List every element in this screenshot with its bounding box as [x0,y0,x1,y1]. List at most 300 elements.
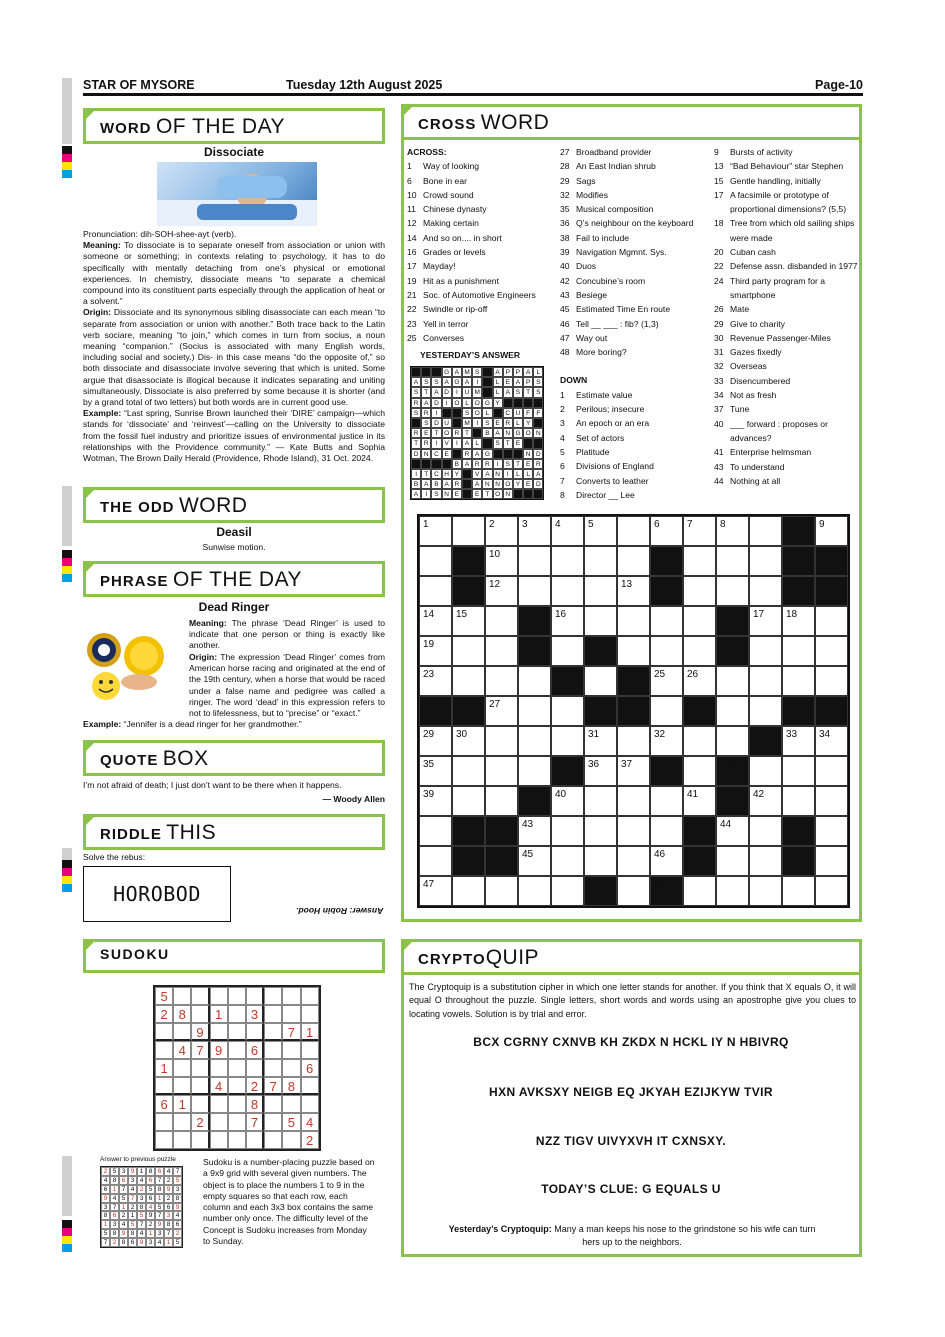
answer-cell: G [482,449,492,459]
crossword-cell[interactable] [518,546,551,576]
sudoku-cell[interactable] [191,987,209,1005]
answer-cell [442,459,452,469]
sudoku-cell[interactable] [191,1005,209,1023]
sudoku-cell[interactable]: 2 [246,1077,264,1095]
answer-cell: B [431,479,441,489]
crossword-cell[interactable] [452,666,485,696]
sudoku-cell[interactable] [210,1023,228,1041]
sudoku-cell[interactable] [210,1059,228,1077]
crossword-cell[interactable] [419,636,452,666]
crossword-cell[interactable] [815,666,848,696]
crossword-cell[interactable] [518,726,551,756]
answer-cell: A [431,387,441,397]
crossword-cell[interactable] [518,816,551,846]
crossword-cell[interactable] [683,786,716,816]
crossword-cell[interactable] [518,876,551,906]
crossword-cell[interactable] [584,546,617,576]
answer-cell: O [503,479,513,489]
crossword-clue: 22 Swindle or rip-off [407,304,488,315]
clue-number: 12 [489,579,501,590]
clue-number: 21 [588,639,600,650]
crossword-block [551,756,584,786]
sudoku-cell[interactable]: 8 [246,1095,264,1113]
crossword-clue: 11 Chinese dynasty [407,204,487,215]
crossword-cell[interactable] [518,696,551,726]
sudoku-cell[interactable] [228,1113,246,1131]
answer-cell: L [472,438,482,448]
crossword-cell[interactable] [551,576,584,606]
sudoku-cell[interactable] [282,1005,300,1023]
crossword-cell[interactable] [683,576,716,606]
sudoku-cell[interactable] [155,1077,173,1095]
crossword-cell[interactable] [815,816,848,846]
sudoku-cell[interactable]: 2 [301,1131,319,1149]
crossword-cell[interactable] [617,726,650,756]
crossword-cell[interactable] [650,606,683,636]
crossword-clue: 18 Tree from which old sailing ships were made [714,218,855,243]
crossword-cell[interactable] [485,606,518,636]
crossword-cell[interactable] [782,756,815,786]
crossword-cell[interactable] [419,666,452,696]
answer-cell: A [472,479,482,489]
sudoku-cell[interactable] [228,1005,246,1023]
crossword-cell[interactable] [551,726,584,756]
sudoku-answer-cell: 4 [173,1211,182,1220]
crossword-cell[interactable] [518,516,551,546]
crossword-cell[interactable] [551,786,584,816]
crossword-cell[interactable] [617,516,650,546]
crossword-cell[interactable] [551,636,584,666]
crossword-cell[interactable] [584,756,617,786]
crossword-block [617,666,650,696]
answer-cell: S [533,377,543,387]
crossword-cell[interactable] [749,816,782,846]
sudoku-cell[interactable] [210,1131,228,1149]
crossword-cell[interactable] [551,516,584,546]
sudoku-answer-cell: 3 [155,1229,164,1238]
sudoku-cell[interactable] [301,1095,319,1113]
clue-number: 30 [456,729,468,740]
sudoku-cell[interactable]: 6 [301,1059,319,1077]
answer-cell [533,489,543,499]
crossword-cell[interactable] [782,876,815,906]
crossword-cell[interactable] [617,636,650,666]
sudoku-cell[interactable] [228,1059,246,1077]
sudoku-cell[interactable] [264,1095,282,1113]
answer-cell: D [533,449,543,459]
crossword-cell[interactable] [683,606,716,636]
answer-cell: C [431,469,441,479]
answer-cell [411,418,421,428]
answer-cell: R [421,438,431,448]
crossword-cell[interactable] [452,756,485,786]
crossword-cell[interactable] [485,666,518,696]
sudoku-cell[interactable]: 7 [282,1023,300,1041]
crossword-cell[interactable] [617,816,650,846]
sudoku-answer-cell: 2 [110,1238,119,1247]
crossword-block [650,546,683,576]
odd-word-header: THE ODD WORD [83,487,385,523]
crossword-cell[interactable] [683,876,716,906]
quote-author: — Woody Allen [322,794,385,804]
sudoku-cell[interactable]: 1 [173,1095,191,1113]
clue-number: 17 [753,609,765,620]
sudoku-grid[interactable] [153,985,321,1151]
crossword-block [683,696,716,726]
crossword-cell[interactable] [485,576,518,606]
sudoku-cell[interactable] [282,1041,300,1059]
sudoku-cell[interactable] [173,987,191,1005]
sudoku-answer-cell: 3 [137,1194,146,1203]
clue-number: 27 [489,699,501,710]
crossword-cell[interactable] [749,576,782,606]
crossword-cell[interactable] [485,636,518,666]
answer-cell: R [452,479,462,489]
sudoku-cell[interactable] [191,1131,209,1149]
sudoku-cell[interactable]: 2 [155,1005,173,1023]
crossword-clue: 8 Director __ Lee [560,489,635,500]
sudoku-cell[interactable] [246,1023,264,1041]
crossword-cell[interactable] [782,726,815,756]
crossword-cell[interactable] [650,666,683,696]
sudoku-cell[interactable]: 4 [173,1041,191,1059]
crossword-cell[interactable] [551,546,584,576]
crossword-cell[interactable] [617,786,650,816]
crossword-cell[interactable] [419,576,452,606]
crossword-cell[interactable] [749,696,782,726]
crossword-cell[interactable] [815,846,848,876]
crossword-cell[interactable] [617,846,650,876]
paper-name: STAR OF MYSORE [83,78,195,92]
crossword-cell[interactable] [617,546,650,576]
sudoku-cell[interactable] [301,1041,319,1059]
sudoku-cell[interactable] [264,1131,282,1149]
sudoku-cell[interactable] [264,1023,282,1041]
crossword-cell[interactable] [584,666,617,696]
sudoku-cell[interactable] [173,1023,191,1041]
crossword-cell[interactable] [716,876,749,906]
sudoku-cell[interactable] [264,1041,282,1059]
clue-number: 36 [588,759,600,770]
sudoku-answer-cell: 1 [155,1194,164,1203]
sudoku-cell[interactable]: 6 [246,1041,264,1059]
clue-number: 4 [555,519,561,530]
crossword-cell[interactable] [782,636,815,666]
crossword-cell[interactable] [419,516,452,546]
sudoku-cell[interactable] [282,987,300,1005]
crossword-cell[interactable] [749,546,782,576]
crossword-cell[interactable] [749,666,782,696]
crossword-cell[interactable] [650,786,683,816]
sudoku-cell[interactable] [282,1095,300,1113]
cryptoquip-line-3: NZZ TIGV UIVYXVH IT CXNSXY. [535,1134,727,1148]
crossword-cell[interactable] [749,606,782,636]
sudoku-cell[interactable] [191,1059,209,1077]
crossword-cell[interactable] [716,726,749,756]
crossword-clue: 7 Converts to leather [560,475,649,486]
sudoku-cell[interactable]: 4 [301,1113,319,1131]
crossword-cell[interactable] [419,756,452,786]
crossword-clue: 22 Defense assn. disbanded in 1977 [714,261,858,272]
crossword-cell[interactable] [716,846,749,876]
sudoku-answer-cell: 1 [110,1185,119,1194]
crossword-cell[interactable] [815,786,848,816]
sudoku-cell[interactable] [246,1131,264,1149]
crossword-cell[interactable] [650,516,683,546]
sudoku-answer-cell: 8 [173,1194,182,1203]
sudoku-cell[interactable]: 6 [155,1095,173,1113]
sudoku-cell[interactable] [301,987,319,1005]
crossword-clue: 27 Broadband provider [560,147,652,157]
crossword-cell[interactable] [485,696,518,726]
sudoku-answer-cell: 9 [137,1238,146,1247]
crossword-clue: 4 Set of actors [560,432,625,443]
crossword-cell[interactable] [551,696,584,726]
crossword-cell[interactable] [452,636,485,666]
crossword-cell[interactable] [716,516,749,546]
sudoku-cell[interactable] [264,1059,282,1077]
crossword-cell[interactable] [551,846,584,876]
sudoku-answer-cell: 4 [137,1176,146,1185]
crossword-cell[interactable] [452,876,485,906]
crossword-cell[interactable] [815,756,848,786]
crossword-clue: 41 Enterprise helmsman [714,447,812,458]
sudoku-cell[interactable] [210,1113,228,1131]
crossword-cell[interactable] [815,606,848,636]
sudoku-cell[interactable] [228,1095,246,1113]
crossword-cell[interactable] [419,606,452,636]
sudoku-cell[interactable] [301,1005,319,1023]
crossword-clue: 12 Making certain [407,218,479,229]
crossword-cell[interactable] [584,606,617,636]
sudoku-cell[interactable] [264,1005,282,1023]
crossword-cell[interactable] [683,726,716,756]
sudoku-cell[interactable] [210,1095,228,1113]
sudoku-cell[interactable] [246,987,264,1005]
sudoku-cell[interactable] [246,1059,264,1077]
answer-cell: S [462,408,472,418]
crossword-cell[interactable] [650,636,683,666]
answer-cell [533,438,543,448]
sudoku-cell[interactable]: 8 [282,1077,300,1095]
sudoku-answer-cell: 8 [101,1211,110,1220]
crossword-clue: 3 An epoch or an era [560,418,650,429]
crossword-cell[interactable] [551,876,584,906]
crossword-cell[interactable] [551,816,584,846]
sudoku-cell[interactable] [191,1077,209,1095]
answer-cell: I [472,377,482,387]
crossword-cell[interactable] [518,846,551,876]
sudoku-cell[interactable]: 5 [282,1113,300,1131]
sudoku-cell[interactable] [228,1131,246,1149]
crossword-cell[interactable] [683,516,716,546]
sudoku-cell[interactable]: 7 [246,1113,264,1131]
crossword-cell[interactable] [815,876,848,906]
sudoku-cell[interactable]: 5 [155,987,173,1005]
sudoku-cell[interactable]: 4 [210,1077,228,1095]
crossword-cell[interactable] [419,876,452,906]
crossword-cell[interactable] [419,546,452,576]
crossword-cell[interactable] [419,846,452,876]
crossword-clue: 6 Bone in ear [407,175,467,186]
sudoku-cell[interactable] [173,1059,191,1077]
sudoku-cell[interactable] [191,1095,209,1113]
crossword-cell[interactable] [419,816,452,846]
sudoku-cell[interactable] [282,1059,300,1077]
answer-cell: R [411,398,421,408]
sudoku-cell[interactable] [228,1023,246,1041]
answer-cell: A [493,367,503,377]
crossword-cell[interactable] [683,666,716,696]
sudoku-cell[interactable] [228,987,246,1005]
crossword-cell[interactable] [617,576,650,606]
answer-cell: I [452,387,462,397]
sudoku-answer-cell: 6 [164,1203,173,1212]
answer-cell: A [533,469,543,479]
sudoku-cell[interactable]: 7 [264,1077,282,1095]
crossword-cell[interactable] [518,576,551,606]
crossword-cell[interactable] [815,516,848,546]
answer-cell: P [523,377,533,387]
clue-number: 42 [753,789,765,800]
sudoku-answer-cell: 8 [110,1229,119,1238]
sudoku-cell[interactable] [264,1113,282,1131]
crossword-cell[interactable] [650,816,683,846]
crossword-cell[interactable] [650,846,683,876]
crossword-cell[interactable] [782,606,815,636]
sudoku-answer-cell: 6 [146,1194,155,1203]
crossword-cell[interactable] [716,576,749,606]
crossword-cell[interactable] [419,786,452,816]
sudoku-answer-cell: 7 [164,1229,173,1238]
crossword-cell[interactable] [650,726,683,756]
crossword-cell[interactable] [518,666,551,696]
sudoku-cell[interactable] [228,1077,246,1095]
sudoku-answer-cell: 8 [146,1167,155,1176]
crossword-cell[interactable] [584,786,617,816]
crossword-cell[interactable] [485,516,518,546]
crossword-cell[interactable] [485,546,518,576]
crossword-cell[interactable] [452,786,485,816]
phrase-of-day-header: PHRASE OF THE DAY [83,561,385,597]
crossword-cell[interactable] [749,756,782,786]
crossword-cell[interactable] [815,726,848,756]
sudoku-cell[interactable] [210,987,228,1005]
crossword-cell[interactable] [716,666,749,696]
clue-number: 26 [687,669,699,680]
crossword-block [452,546,485,576]
sudoku-cell[interactable] [155,1041,173,1059]
crossword-cell[interactable] [683,636,716,666]
crossword-header: CROSS WORD [401,104,862,140]
sudoku-cell[interactable]: 7 [191,1041,209,1059]
sudoku-cell[interactable] [155,1023,173,1041]
crossword-cell[interactable] [650,696,683,726]
answer-cell: D [411,449,421,459]
crossword-cell[interactable] [749,876,782,906]
clue-number: 14 [423,609,435,620]
crossword-cell[interactable] [683,756,716,786]
crossword-block [518,786,551,816]
sudoku-answer-cell: 2 [137,1185,146,1194]
crossword-cell[interactable] [716,816,749,846]
sudoku-cell[interactable]: 3 [246,1005,264,1023]
crossword-cell[interactable] [617,606,650,636]
crossword-cell[interactable] [716,546,749,576]
crossword-cell[interactable] [485,876,518,906]
crossword-cell[interactable] [485,756,518,786]
crossword-cell[interactable] [815,636,848,666]
answer-cell [513,489,523,499]
sudoku-cell[interactable] [301,1077,319,1095]
sudoku-answer-cell: 8 [128,1229,137,1238]
crossword-cell[interactable] [749,516,782,546]
crossword-cell[interactable] [452,516,485,546]
clue-number: 29 [423,729,435,740]
sudoku-cell[interactable] [155,1131,173,1149]
sudoku-cell[interactable] [228,1041,246,1059]
crossword-clue: 2 Perilous; insecure [560,404,645,415]
crossword-cell[interactable] [518,756,551,786]
sudoku-cell[interactable]: 1 [210,1005,228,1023]
crossword-clue: 23 Yell in terror [407,318,469,329]
crossword-cell[interactable] [716,696,749,726]
sudoku-cell[interactable] [282,1131,300,1149]
crossword-cell[interactable] [749,846,782,876]
sudoku-answer-cell: 1 [164,1238,173,1247]
crossword-cell[interactable] [782,786,815,816]
crossword-cell[interactable] [584,726,617,756]
crossword-cell[interactable] [551,606,584,636]
answer-cell: S [482,418,492,428]
sudoku-cell[interactable] [173,1077,191,1095]
crossword-block [815,546,848,576]
crossword-cell[interactable] [782,666,815,696]
crossword-cell[interactable] [584,816,617,846]
sudoku-cell[interactable] [173,1113,191,1131]
crossword-block [716,786,749,816]
sudoku-cell[interactable]: 8 [173,1005,191,1023]
crossword-cell[interactable] [584,846,617,876]
sudoku-cell[interactable]: 9 [191,1023,209,1041]
crossword-cell[interactable] [452,726,485,756]
sudoku-cell[interactable]: 1 [155,1059,173,1077]
crossword-cell[interactable] [617,756,650,786]
sudoku-cell[interactable]: 1 [301,1023,319,1041]
answer-cell: R [482,459,492,469]
crossword-cell[interactable] [485,786,518,816]
crossword-grid[interactable] [417,514,850,908]
crossword-cell[interactable] [749,786,782,816]
crossword-cell[interactable] [584,516,617,546]
crossword-cell[interactable] [683,546,716,576]
crossword-cell[interactable] [584,576,617,606]
answer-cell: R [472,459,482,469]
sudoku-cell[interactable]: 9 [210,1041,228,1059]
crossword-cell[interactable] [617,876,650,906]
crossword-cell[interactable] [485,726,518,756]
crossword-cell[interactable] [419,726,452,756]
crossword-cell[interactable] [452,606,485,636]
sudoku-cell[interactable] [264,987,282,1005]
sudoku-cell[interactable]: 2 [191,1113,209,1131]
sudoku-cell[interactable] [173,1131,191,1149]
answer-cell: S [411,387,421,397]
crossword-cell[interactable] [749,636,782,666]
sudoku-cell[interactable] [155,1113,173,1131]
answer-cell: A [442,377,452,387]
answer-cell: R [533,459,543,469]
